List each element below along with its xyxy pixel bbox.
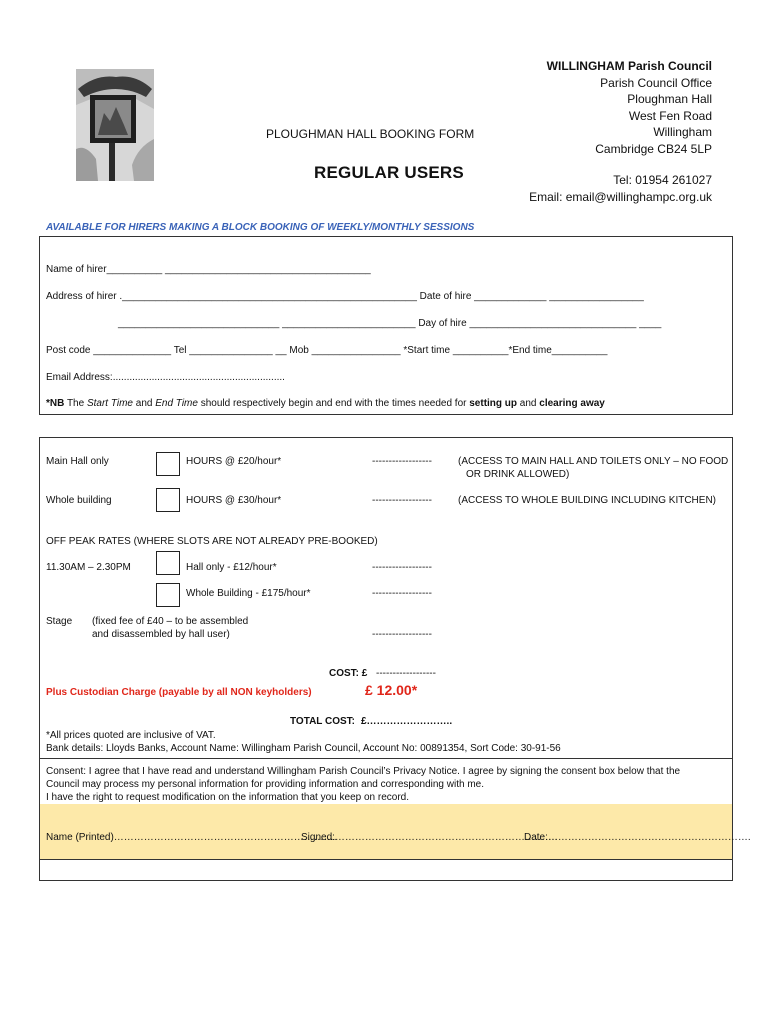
- nb-end-time: End Time: [155, 398, 198, 409]
- nb-note: [46, 398, 605, 409]
- stage-amount[interactable]: ------------------: [372, 629, 432, 640]
- nb-text: should respectively begin and end with the times needed for: [197, 398, 470, 409]
- main-hall-rate: HOURS @ £20/hour*: [186, 456, 282, 467]
- main-hall-hours-box[interactable]: [156, 452, 180, 476]
- whole-building-amount[interactable]: ------------------: [372, 495, 432, 506]
- off-peak-hall-box[interactable]: [156, 551, 180, 575]
- council-address-block: [547, 58, 712, 158]
- whole-building-rate: HOURS @ £30/hour*: [186, 495, 282, 506]
- consent-text-2: Council may process my personal information for providing information and corresponding with me.: [46, 779, 484, 790]
- form-subtitle: REGULAR USERS: [314, 163, 464, 182]
- consent-text-3: I have the right to request modification on the information that you keep on record.: [46, 792, 409, 803]
- email-address-field[interactable]: Email Address:..............................................................: [46, 372, 285, 383]
- pub-sign-photo: [76, 69, 154, 181]
- nb-setting-up: setting up: [469, 398, 518, 409]
- custodian-charge-amount: £ 12.00*: [365, 682, 418, 698]
- nb-prefix: *NB: [46, 398, 65, 409]
- printed-name-field[interactable]: Name (Printed)………………………………………………………….: [46, 832, 337, 843]
- nb-clearing-away: clearing away: [539, 398, 605, 409]
- hirer-name-field[interactable]: Name of hirer__________ _____________________________________: [46, 264, 371, 275]
- custodian-charge-label: Plus Custodian Charge (payable by all NON keyholders): [46, 687, 312, 698]
- main-hall-amount[interactable]: ------------------: [372, 456, 432, 467]
- stage-label: Stage: [46, 616, 73, 627]
- address-line: Cambridge CB24 5LP: [595, 141, 712, 156]
- off-peak-hall-rate: Hall only - £12/hour*: [186, 562, 277, 573]
- council-name: WILLINGHAM Parish Council: [546, 59, 712, 73]
- off-peak-whole-box[interactable]: [156, 583, 180, 607]
- signature-field[interactable]: Signed:………………………………………………………….: [301, 832, 558, 843]
- total-cost-value[interactable]: £……………………..: [361, 716, 453, 727]
- hirer-address-field[interactable]: Address of hirer ._____________________________________________________ Date of hire _____________ _________________: [46, 291, 644, 302]
- address-line: Willingham: [653, 125, 712, 140]
- main-hall-note: (ACCESS TO MAIN HALL AND TOILETS ONLY – NO FOOD: [458, 456, 729, 467]
- nb-text: and: [132, 398, 156, 409]
- address-line: Ploughman Hall: [627, 92, 712, 107]
- stage-note: (fixed fee of £40 – to be assembled: [92, 616, 249, 627]
- nb-text: and: [517, 398, 540, 409]
- whole-building-hours-box[interactable]: [156, 488, 180, 512]
- cost-label: COST: £: [329, 668, 368, 679]
- main-hall-label: Main Hall only: [46, 456, 109, 467]
- off-peak-whole-rate: Whole Building - £175/hour*: [186, 588, 311, 599]
- bank-details: Bank details: Lloyds Banks, Account Name: Willingham Parish Council, Account No: 00891354, Sort Code: 30-91-56: [46, 743, 561, 754]
- council-email: Email: email@willinghampc.org.uk: [529, 190, 712, 204]
- address-line: West Fen Road: [628, 108, 712, 123]
- divider: [39, 859, 733, 860]
- consent-text: Consent: I agree that I have read and understand Willingham Parish Council’s Privacy Notice. I agree by signing the consent box below that the: [46, 766, 681, 777]
- off-peak-time: 11.30AM – 2.30PM: [46, 562, 131, 573]
- whole-building-note: (ACCESS TO WHOLE BUILDING INCLUDING KITCHEN): [458, 495, 716, 506]
- divider: [39, 758, 733, 759]
- off-peak-title: OFF PEAK RATES (WHERE SLOTS ARE NOT ALREADY PRE-BOOKED): [46, 536, 378, 547]
- stage-note-2: and disassembled by hall user): [92, 629, 230, 640]
- nb-text: The: [64, 398, 87, 409]
- total-cost-label: TOTAL COST:: [290, 716, 355, 727]
- vat-note: *All prices quoted are inclusive of VAT.: [46, 730, 216, 741]
- address-line: Parish Council Office: [600, 75, 712, 90]
- off-peak-hall-amount[interactable]: ------------------: [372, 562, 432, 573]
- date-field[interactable]: Date:…………………………………………………….: [524, 832, 751, 843]
- cost-amount[interactable]: ------------------: [376, 668, 436, 679]
- council-tel: Tel: 01954 261027: [613, 173, 712, 187]
- nb-start-time: Start Time: [86, 398, 133, 409]
- contact-details-field[interactable]: Post code ______________ Tel _______________ __ Mob ________________ *Start time __________*End time__________: [46, 345, 608, 356]
- form-title: PLOUGHMAN HALL BOOKING FORM: [266, 127, 475, 141]
- whole-building-label: Whole building: [46, 495, 112, 506]
- main-hall-note-2: OR DRINK ALLOWED): [466, 469, 570, 480]
- availability-note: AVAILABLE FOR HIRERS MAKING A BLOCK BOOKING OF WEEKLY/MONTHLY SESSIONS: [46, 222, 475, 233]
- hirer-address-field-2[interactable]: _____________________________ ________________________ Day of hire ______________________________ ____: [118, 318, 662, 329]
- off-peak-whole-amount[interactable]: ------------------: [372, 588, 432, 599]
